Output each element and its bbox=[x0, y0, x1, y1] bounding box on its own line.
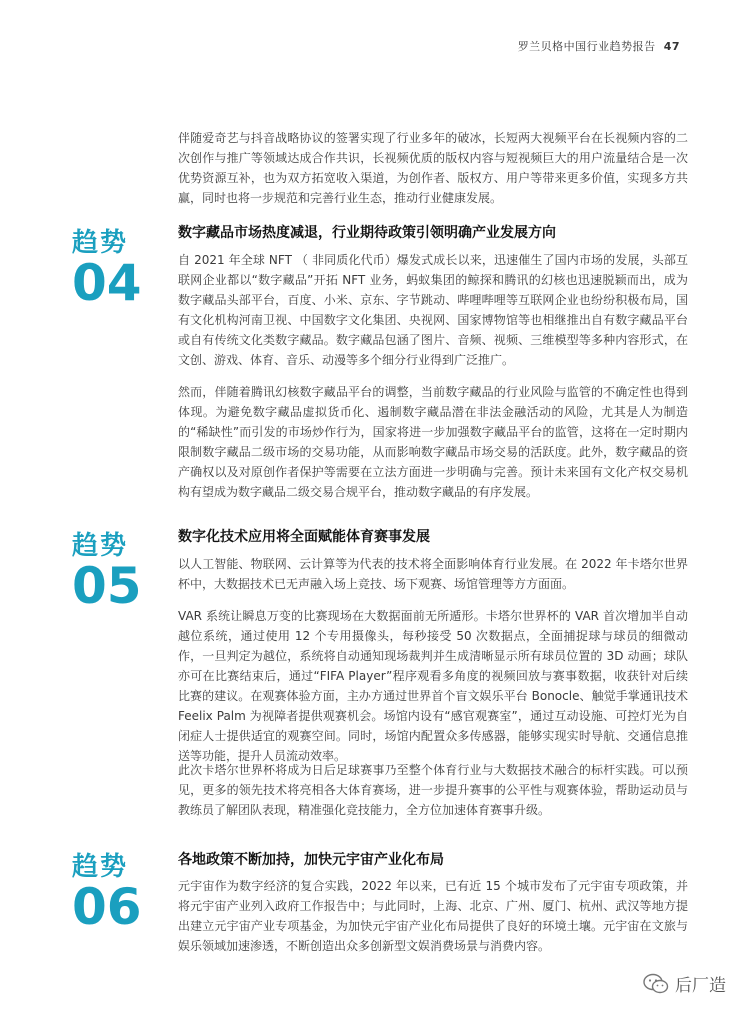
trend-05-paragraph-2: VAR 系统让瞬息万变的比赛现场在大数据面前无所遁形。卡塔尔世界杯的 VAR 首次增加半自动越位系统，通过使用 12 个专用摄像头，每秒接受 50 次数据点，全面捕捉球与球员的细微动作，一旦判定为越位，系统将自动通知现场裁判并生成清晰显示所有球员位置的 3D 动画；球队亦可在比赛结束后，通过“FIFA Player”程序观看多角度的视频回放与赛事数据，收获针对后续比赛的建议。在观赛体验方面，主办方通过世界首个盲文娱乐平台 Bonocle、触觉手掌通讯技术 Feelix Palm 为视障者提供观赛机会。场馆内设有“感官观赛室”，通过互动设施、可控灯光为自闭症人士提供适宜的观赛空间。同时，场馆内配置众多传感器，能够实现实时导航、交通信息推送等功能，提升人员流动效率。 bbox=[178, 609, 688, 763]
page-header bbox=[518, 38, 680, 54]
trend-06-label: 趋势 bbox=[72, 852, 129, 882]
trend-06-number: 06 bbox=[72, 878, 142, 936]
watermark bbox=[643, 971, 726, 996]
trend-05-paragraph-3: 此次卡塔尔世界杯将成为日后足球赛事乃至整个体育行业与大数据技术融合的标杆实践。可以预见，更多的领先技术将亮相各大体育赛场，进一步提升赛事的公平性与观赛体验，帮助运动员与教练员了解团队表现，精准强化竞技能力，全方位加速体育赛事升级。 bbox=[178, 763, 688, 817]
wechat-icon bbox=[643, 973, 669, 995]
page-number: 47 bbox=[663, 40, 680, 53]
trend-05-paragraph-1: 以人工智能、物联网、云计算等为代表的技术将全面影响体育行业发展。在 2022 年卡塔尔世界杯中，大数据技术已无声融入场上竞技、场下观赛、场馆管理等方方面面。 bbox=[178, 557, 688, 591]
report-title: 罗兰贝格中国行业趋势报告 bbox=[517, 40, 656, 53]
trend-06-title: 各地政策不断加持，加快元宇宙产业化布局 bbox=[178, 852, 444, 868]
trend-05-label: 趋势 bbox=[72, 531, 129, 561]
trend-04-paragraph-2: 然而，伴随着腾讯幻核数字藏品平台的调整，当前数字藏品的行业风险与监管的不确定性也得到体现。为避免数字藏品虚拟货币化、遏制数字藏品潜在非法金融活动的风险，尤其是人为制造的“稀缺性”而引发的市场炒作行为，国家将进一步加强数字藏品平台的监管，这将在一定时期内限制数字藏品二级市场的交易功能，从而影响数字藏品市场交易的活跃度。此外，数字藏品的资产确权以及对原创作者保护等需要在立法方面进一步明确与完善。预计未来国有文化产权交易机构有望成为数字藏品二级交易合规平台，推动数字藏品的有序发展。 bbox=[178, 385, 688, 499]
trend-05-number: 05 bbox=[72, 557, 142, 615]
trend-04-paragraph-1: 自 2021 年全球 NFT （ 非同质化代币）爆发式成长以来，迅速催生了国内市场的发展，头部互联网企业都以“数字藏品”开拓 NFT 业务，蚂蚁集团的鲸探和腾讯的幻核也迅速脱颖而出，成为数字藏品头部平台，百度、小米、京东、字节跳动、哔哩哔哩等互联网企业也纷纷积极布局，国有文化机构河南卫视、中国数字文化集团、央视网、国家博物馆等也相继推出自有数字藏品平台或自有传统文化类数字藏品。数字藏品包涵了图片、音频、视频、三维模型等多种内容形式，在文创、游戏、体育、音乐、动漫等多个细分行业得到广泛推广。 bbox=[178, 253, 688, 367]
trend-05-title: 数字化技术应用将全面赋能体育赛事发展 bbox=[178, 529, 430, 545]
trend-04-number: 04 bbox=[72, 254, 142, 312]
watermark-text: 后厂造 bbox=[675, 976, 726, 996]
intro-paragraph: 伴随爱奇艺与抖音战略协议的签署实现了行业多年的破冰，长短两大视频平台在长视频内容的二次创作与推广等领域达成合作共识，长视频优质的版权内容与短视频巨大的用户流量结合是一次优势资源互补，也为双方拓宽收入渠道，为创作者、版权方、用户等带来更多价值，实现多方共赢，同时也将一步规范和完善行业生态，推动行业健康发展。 bbox=[178, 131, 688, 205]
trend-04-title: 数字藏品市场热度减退，行业期待政策引领明确产业发展方向 bbox=[178, 225, 556, 241]
trend-06-paragraph-1: 元宇宙作为数字经济的复合实践，2022 年以来，已有近 15 个城市发布了元宇宙专项政策，并将元宇宙产业列入政府工作报告中；与此同时，上海、北京、广州、厦门、杭州、武汉等地方提出建立元宇宙产业专项基金，为加快元宇宙产业化布局提供了良好的环境土壤。元宇宙在文旅与娱乐领域加速渗透，不断创造出众多创新型文娱消费场景与消费内容。 bbox=[178, 879, 688, 953]
trend-04-label: 趋势 bbox=[72, 228, 129, 258]
